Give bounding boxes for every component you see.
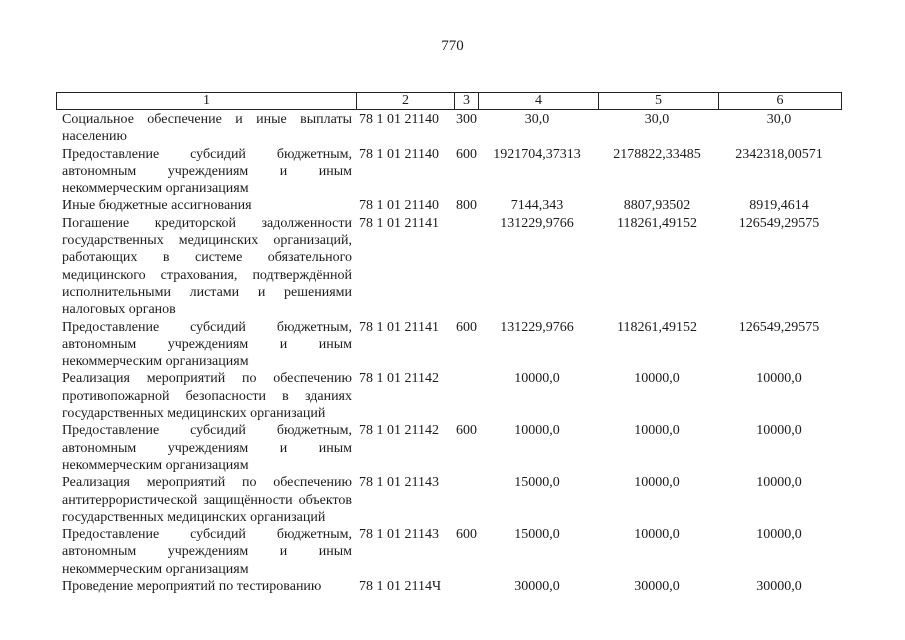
row-value-year2: 8807,93502 (623, 198, 691, 214)
table-row (56, 370, 842, 422)
row-expense-type: 600 (456, 319, 477, 335)
row-value-year1: 30000,0 (514, 579, 560, 595)
row-name: Предоставление субсидий бюджетным, автономным учреждениям и иным некоммерческим организациям (62, 319, 352, 370)
row-name: Социальное обеспечение и иные выплаты населению (62, 112, 352, 145)
table-row (56, 146, 842, 198)
column-header-6: 6 (776, 93, 784, 108)
row-value-year1: 15000,0 (514, 527, 560, 543)
row-value-year3: 126549,29575 (738, 319, 820, 335)
column-header-1: 1 (57, 93, 357, 109)
row-value-year1: 30,0 (524, 112, 550, 127)
row-value-year2: 10000,0 (634, 527, 680, 543)
row-name: Иные бюджетные ассигнования (62, 198, 252, 214)
row-name: Погашение кредиторской задолженности государственных медицинских организаций, работающих в системе обязательного медицинского страхования, подтверждённой исполнительными листами и решениями налоговых органов (62, 215, 352, 318)
row-value-year3: 2342318,00571 (735, 146, 823, 162)
column-header-2: 2 (357, 93, 455, 109)
row-name: Предоставление субсидий бюджетным, автономным учреждениям и иным некоммерческим организациям (62, 146, 352, 197)
row-code: 78 1 01 21143 (359, 475, 439, 491)
row-name: Проведение мероприятий по тестированию (62, 579, 322, 595)
row-value-year2: 10000,0 (634, 475, 680, 491)
row-value-year2: 30,0 (644, 112, 670, 127)
table-row (56, 474, 842, 526)
row-name: Предоставление субсидий бюджетным, автономным учреждениям и иным некоммерческим организациям (62, 423, 352, 473)
table-header (56, 92, 842, 110)
column-header-3: 3 (455, 93, 479, 109)
row-expense-type: 800 (456, 198, 477, 214)
table-row (56, 526, 842, 578)
row-value-year1: 10000,0 (514, 423, 560, 439)
table-row (56, 422, 842, 474)
row-value-year1: 10000,0 (514, 371, 560, 387)
row-value-year3: 126549,29575 (738, 215, 820, 231)
row-code: 78 1 01 21142 (359, 371, 439, 387)
row-name: Реализация мероприятий по обеспечению антитеррористической защищённости объектов государственных медицинских организаций (62, 475, 352, 525)
row-code: 78 1 01 21140 (359, 198, 439, 214)
row-value-year2: 30000,0 (634, 579, 680, 595)
table-body (56, 111, 842, 595)
row-value-year2: 10000,0 (634, 423, 680, 439)
row-code: 78 1 01 2114Ч (359, 579, 442, 595)
row-name: Предоставление субсидий бюджетным, автономным учреждениям и иным некоммерческим организациям (62, 527, 352, 577)
column-header-4: 4 (479, 93, 599, 109)
row-value-year3: 30000,0 (756, 579, 802, 595)
row-value-year3: 10000,0 (756, 423, 802, 439)
row-value-year1: 7144,343 (510, 198, 564, 214)
row-expense-type: 300 (456, 112, 477, 127)
row-expense-type: 600 (456, 146, 477, 162)
row-value-year2: 2178822,33485 (613, 146, 701, 162)
table-row (56, 578, 842, 595)
column-header-5: 5 (599, 93, 719, 109)
table-row (56, 319, 842, 371)
row-value-year3: 30,0 (766, 112, 792, 127)
row-code: 78 1 01 21141 (359, 215, 439, 231)
row-name: Реализация мероприятий по обеспечению противопожарной безопасности в зданиях государственных медицинских организаций (62, 371, 352, 422)
row-value-year1: 131229,9766 (500, 215, 574, 231)
row-value-year3: 10000,0 (756, 475, 802, 491)
row-value-year1: 15000,0 (514, 475, 560, 491)
row-expense-type: 600 (456, 423, 477, 439)
row-value-year3: 8919,4614 (749, 198, 809, 214)
row-value-year2: 118261,49152 (617, 319, 697, 335)
row-value-year1: 1921704,37313 (493, 146, 581, 162)
row-value-year2: 10000,0 (634, 371, 680, 387)
row-value-year1: 131229,9766 (500, 319, 574, 335)
row-expense-type: 600 (456, 527, 477, 543)
row-value-year2: 118261,49152 (617, 215, 697, 231)
row-code: 78 1 01 21141 (359, 319, 439, 335)
table-row (56, 111, 842, 146)
row-code: 78 1 01 21140 (359, 112, 439, 127)
row-code: 78 1 01 21142 (359, 423, 439, 439)
row-code: 78 1 01 21143 (359, 527, 439, 543)
row-code: 78 1 01 21140 (359, 146, 439, 162)
page-number: 770 (441, 38, 464, 54)
table-row (56, 197, 842, 214)
row-value-year3: 10000,0 (756, 371, 802, 387)
table-row (56, 215, 842, 319)
row-value-year3: 10000,0 (756, 527, 802, 543)
